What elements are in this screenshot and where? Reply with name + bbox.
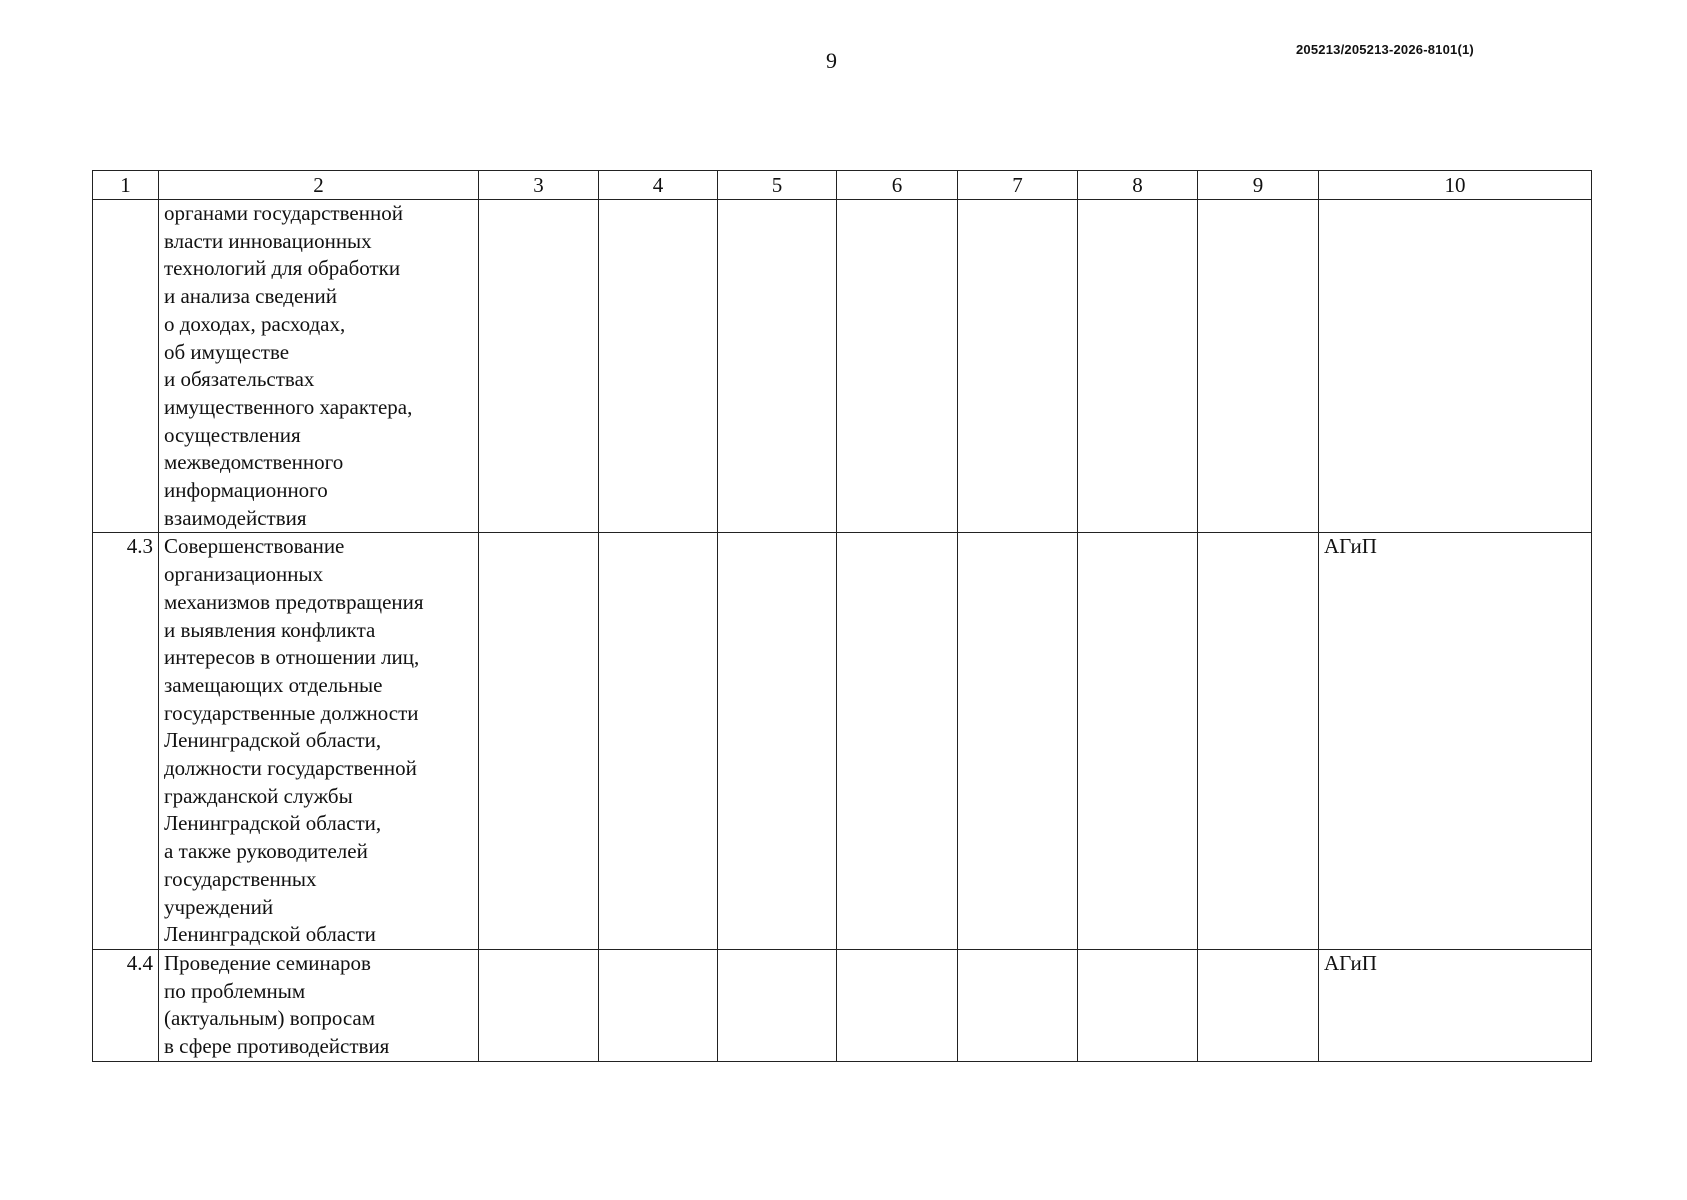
table-row [93,949,1592,1061]
empty-cell [1078,200,1198,533]
column-header: 6 [837,171,958,200]
empty-cell [718,533,837,950]
column-header: 3 [479,171,599,200]
empty-cell [599,949,718,1061]
column-header: 1 [93,171,159,200]
empty-cell [837,949,958,1061]
empty-cell [958,949,1078,1061]
activity-text: Проведение семинаров по проблемным (актуальным) вопросам в сфере противодействия [159,949,479,1061]
empty-cell [837,200,958,533]
column-header: 9 [1198,171,1319,200]
column-header: 4 [599,171,718,200]
row-number: 4.4 [93,949,159,1061]
empty-cell [1078,949,1198,1061]
empty-cell [837,533,958,950]
document-id: 205213/205213-2026-8101(1) [1296,42,1474,57]
responsible-cell: АГиП [1319,533,1592,950]
column-header: 5 [718,171,837,200]
row-number [93,200,159,533]
empty-cell [718,200,837,533]
column-header: 8 [1078,171,1198,200]
column-header: 7 [958,171,1078,200]
activity-text: Совершенствование организационных механизмов предотвращения и выявления конфликта интересов в отношении лиц, замещающих отдельные государственные должности Ленинградской области, должности государственной гражданской службы Ленинградской области, а также руководителей государственных учреждений Ленинградской области [159,533,479,950]
table-header-row [93,171,1592,200]
activity-text: органами государственной власти инновационных технологий для обработки и анализа сведений о доходах, расходах, об имуществе и обязательствах имущественного характера, осуществления межведомственного информационного взаимодействия [159,200,479,533]
responsible-cell [1319,200,1592,533]
empty-cell [1198,200,1319,533]
table-row [93,200,1592,533]
empty-cell [479,200,599,533]
empty-cell [958,200,1078,533]
empty-cell [1078,533,1198,950]
column-header: 10 [1319,171,1592,200]
empty-cell [599,533,718,950]
empty-cell [1198,533,1319,950]
empty-cell [479,949,599,1061]
column-header: 2 [159,171,479,200]
empty-cell [718,949,837,1061]
plan-table [92,170,1592,1062]
empty-cell [479,533,599,950]
responsible-cell: АГиП [1319,949,1592,1061]
empty-cell [599,200,718,533]
empty-cell [958,533,1078,950]
row-number: 4.3 [93,533,159,950]
table-row [93,533,1592,950]
page-number: 9 [826,48,837,73]
empty-cell [1198,949,1319,1061]
